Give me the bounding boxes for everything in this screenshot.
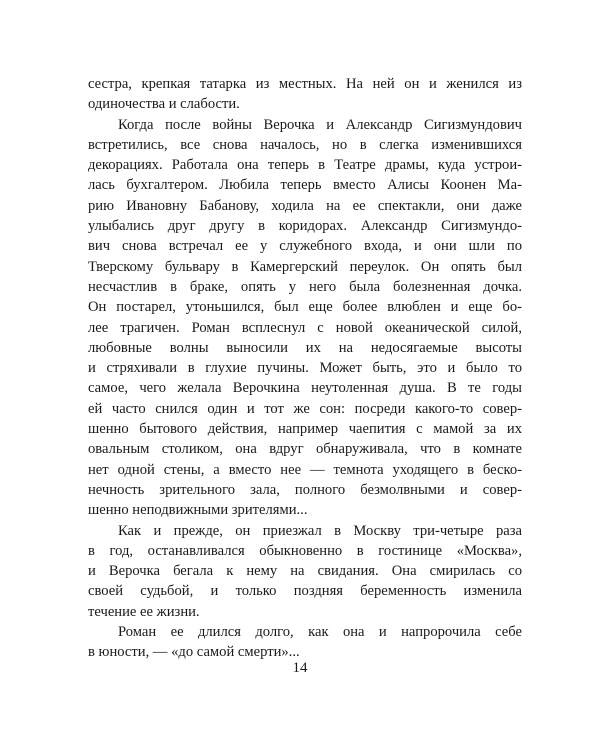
text-line: течение ее жизни.	[88, 603, 200, 620]
paragraph	[88, 521, 522, 622]
text-line: Он постарел, утоньшился, был еще более влюблен и еще бо-	[88, 299, 522, 316]
text-line: Когда после войны Верочка и Александр Сигизмундович	[118, 116, 522, 133]
page-number: 14	[292, 660, 308, 676]
text-line: шенно неподвижными зрителями...	[88, 502, 308, 519]
text-line: встретились, все снова началось, но в слегка изменившихся	[88, 136, 522, 153]
text-line: Тверскому бульвару в Камергерский переулок. Он опять был	[88, 258, 522, 275]
text-line: нечность зрительного зала, полного безмолвными и совер-	[88, 481, 522, 498]
text-line: в юности, — «до самой смерти»...	[88, 644, 300, 661]
text-line: самое, чего желала Верочкина неутоленная душа. В те годы	[88, 380, 522, 397]
text-line: сестра, крепкая татарка из местных. На ней он и женился из	[88, 76, 522, 92]
text-line: и стряхивали в глухие пучины. Может быть, это и было то	[88, 360, 522, 377]
text-line: овальным столиком, она вдруг обнаруживала, что в комнате	[88, 441, 522, 458]
text-line: своей судьбой, и только поздняя беременность изменила	[88, 583, 522, 600]
text-line: ей часто снился один и тот же сон: посреди какого-то совер-	[88, 400, 522, 417]
paragraph	[88, 115, 522, 521]
text-line: вич снова встречал ее у служебного входа, и они шли по	[88, 238, 522, 255]
text-line: декорациях. Работала она теперь в Театре драмы, куда устрои-	[88, 157, 522, 174]
text-line: Роман ее длился долго, как она и напророчила себе	[118, 624, 522, 641]
text-line: Как и прежде, он приезжал в Москву три-четыре раза	[118, 522, 522, 539]
text-line: и Верочка бегала к нему на свидания. Она смирилась со	[88, 563, 522, 580]
body-text	[88, 74, 522, 663]
text-line: несчастлив в браке, опять у него была болезненная дочка.	[88, 278, 522, 295]
text-line: рию Ивановну Бабанову, ходила на ее спектакли, они даже	[88, 197, 522, 214]
paragraph	[88, 74, 522, 115]
text-line: шенно бытового действия, например чаепития с мамой за их	[88, 421, 522, 438]
text-line: одиночества и слабости.	[88, 96, 240, 113]
paragraph	[88, 622, 522, 663]
text-line: любовные волны выносили их на недосягаемые высоты	[88, 339, 522, 356]
text-line: улыбались друг другу в коридорах. Александр Сигизмундо-	[88, 218, 522, 235]
text-line: нет одной стены, а вместо нее — темнота уходящего в беско-	[88, 461, 522, 478]
text-line: лее трагичен. Роман всплеснул с новой океанической силой,	[88, 319, 522, 336]
text-line: лась бухгалтером. Любила теперь вместо Алисы Коонен Ма-	[88, 177, 522, 194]
text-line: в год, останавливался обыкновенно в гостинице «Москва»,	[88, 542, 522, 559]
